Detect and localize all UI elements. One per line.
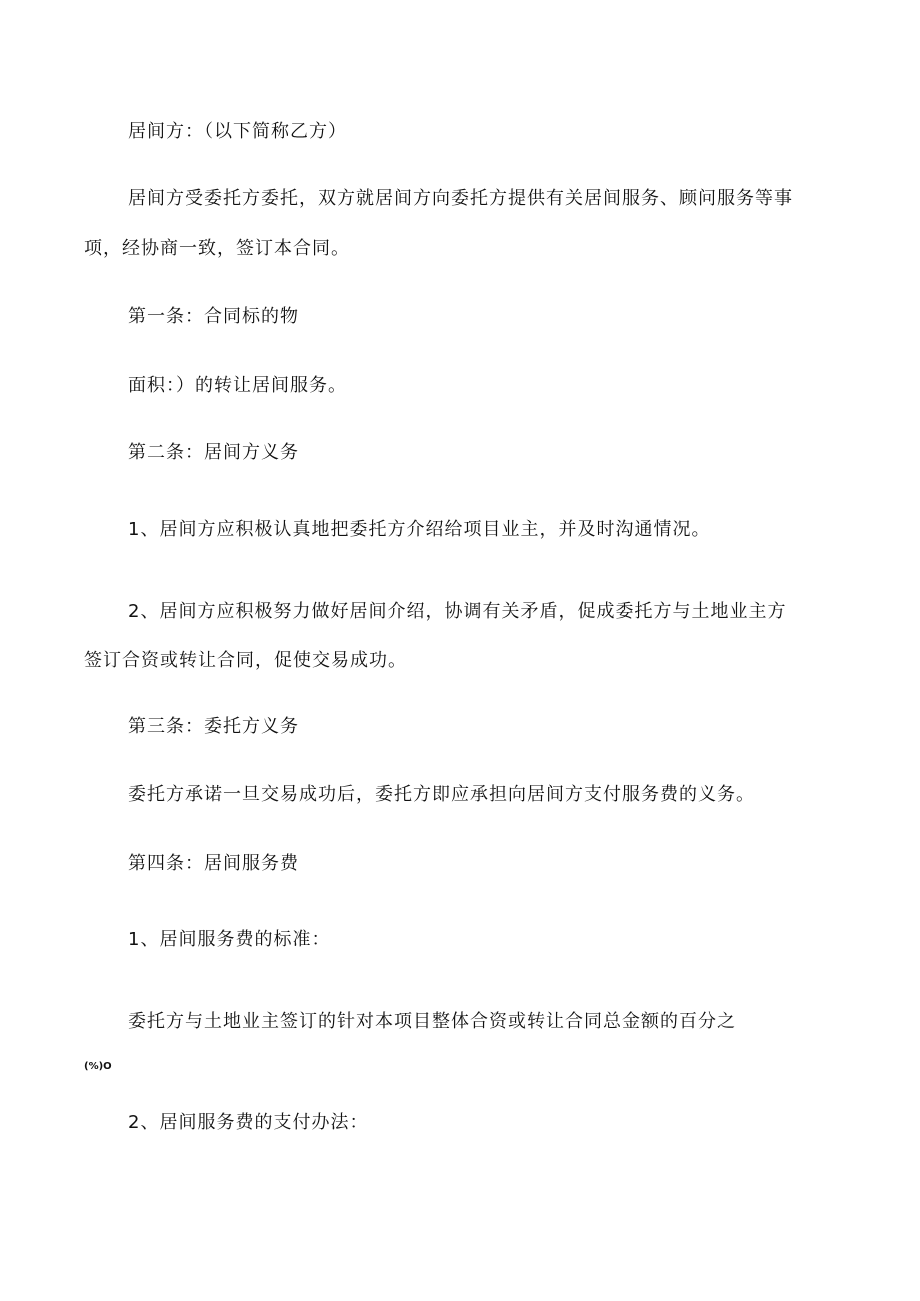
article-3-text: 委托方承诺一旦交易成功后，委托方即应承担向居间方支付服务费的义务。 bbox=[128, 784, 755, 805]
intro-paragraph-line-1: 居间方受委托方委托，双方就居间方向委托方提供有关居间服务、顾问服务等事 bbox=[128, 188, 793, 209]
article-2-item-2-line-1: 2、居间方应积极努力做好居间介绍，协调有关矛盾，促成委托方与土地业主方 bbox=[128, 601, 787, 622]
article-4-title: 第四条：居间服务费 bbox=[128, 853, 299, 874]
article-4-item-1: 1、居间服务费的标准： bbox=[128, 929, 331, 950]
party-b-line: 居间方：（以下简称乙方） bbox=[128, 121, 347, 142]
article-2-item-1: 1、居间方应积极认真地把委托方介绍给项目业主，并及时沟通情况。 bbox=[128, 519, 711, 540]
article-2-title: 第二条：居间方义务 bbox=[128, 442, 299, 463]
intro-paragraph-line-2: 项，经协商一致，签订本合同。 bbox=[84, 238, 350, 259]
article-4-item-2: 2、居间服务费的支付办法： bbox=[128, 1112, 369, 1133]
article-3-title: 第三条：委托方义务 bbox=[128, 716, 299, 737]
article-4-item-1-suffix: (%)O bbox=[84, 1061, 112, 1072]
article-1-text: 面积：）的转让居间服务。 bbox=[128, 375, 347, 396]
article-2-item-2-line-2: 签订合资或转让合同，促使交易成功。 bbox=[84, 650, 407, 671]
article-1-title: 第一条：合同标的物 bbox=[128, 306, 299, 327]
article-4-item-1-text: 委托方与土地业主签订的针对本项目整体合资或转让合同总金额的百分之 bbox=[128, 1011, 736, 1032]
